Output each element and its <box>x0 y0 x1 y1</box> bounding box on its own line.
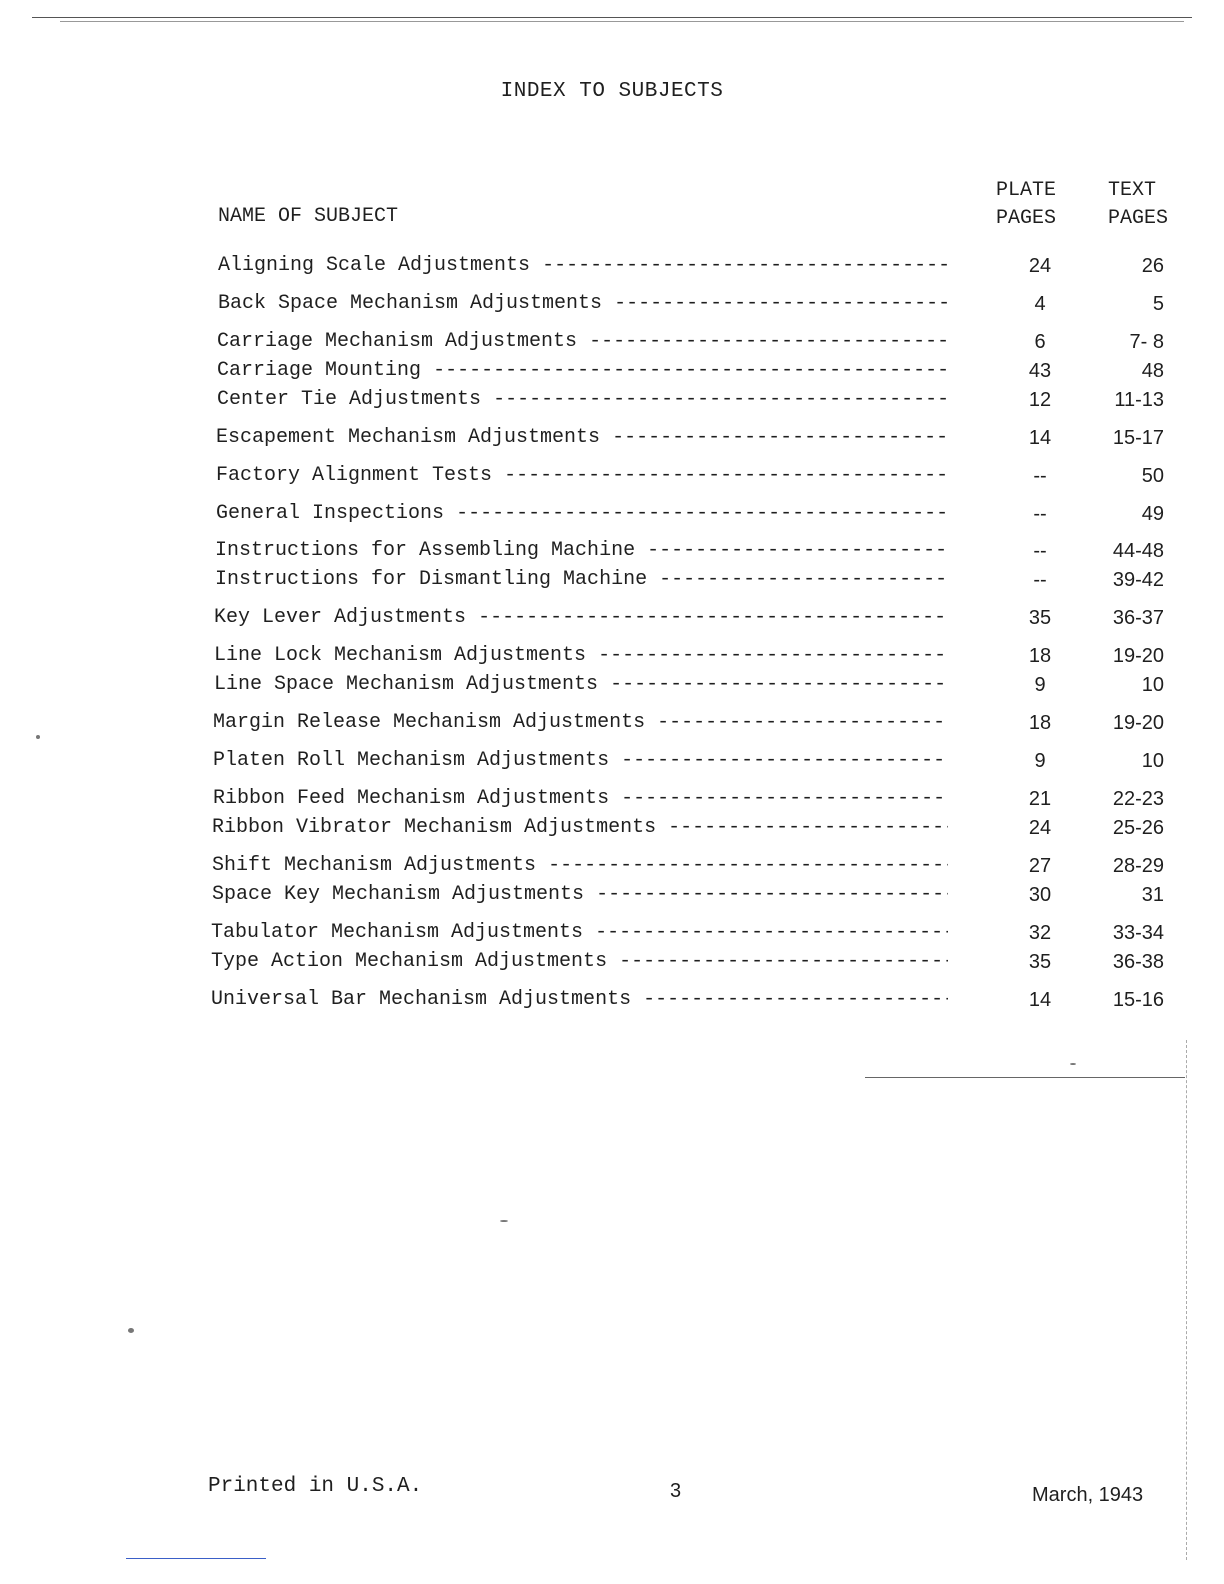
subject-name-text: Key Lever Adjustments <box>214 606 467 629</box>
subject-name-text: Center Tie Adjustments <box>217 388 482 411</box>
index-row <box>0 671 1224 699</box>
leader-dashes <box>492 464 948 487</box>
text-pages-value: 19-20 <box>1112 712 1164 734</box>
text-pages-value: 36-37 <box>1112 607 1164 629</box>
subject-name <box>213 709 948 737</box>
subject-name-text: Shift Mechanism Adjustments <box>212 854 537 877</box>
plate-pages-value: 24 <box>1028 255 1052 277</box>
index-row <box>0 604 1224 632</box>
subject-name <box>211 919 948 947</box>
text-pages-value: 39-42 <box>1112 569 1164 591</box>
subject-name-text: Instructions for Dismantling Machine <box>215 568 648 591</box>
footer-printed-in: Printed in U.S.A. <box>208 1475 423 1498</box>
plate-pages-value: 32 <box>1028 922 1052 944</box>
subject-name-text: Tabulator Mechanism Adjustments <box>211 921 584 944</box>
leader-dashes <box>598 673 948 696</box>
plate-pages-value: -- <box>1033 465 1047 487</box>
subject-name <box>211 986 948 1014</box>
leader-dashes <box>466 606 948 629</box>
index-row <box>0 747 1224 775</box>
plate-pages-value: 18 <box>1028 712 1052 734</box>
plate-pages-value: 24 <box>1028 817 1052 839</box>
top-border-line-secondary <box>60 21 1184 22</box>
plate-pages-value: 43 <box>1028 360 1052 382</box>
leader-dashes <box>609 749 948 772</box>
text-pages-value: 28-29 <box>1112 855 1164 877</box>
subject-name-text: Line Lock Mechanism Adjustments <box>214 644 587 667</box>
text-pages-value: 5 <box>1152 293 1164 315</box>
subject-name <box>213 747 948 775</box>
leader-dashes <box>647 568 948 591</box>
leader-dashes <box>530 254 948 277</box>
plate-pages-value: 4 <box>1034 293 1046 315</box>
plate-pages-value: 9 <box>1034 674 1046 696</box>
subject-name <box>213 785 948 813</box>
subject-name <box>212 881 948 909</box>
subject-name <box>218 290 948 318</box>
subject-name <box>212 852 948 880</box>
text-pages-value: 36-38 <box>1112 951 1164 973</box>
subject-name <box>217 328 948 356</box>
underline-mark <box>126 1558 266 1559</box>
index-row <box>0 500 1224 528</box>
paper-speck <box>500 1220 508 1222</box>
subject-name <box>217 357 948 385</box>
subject-name-text: Universal Bar Mechanism Adjustments <box>211 988 632 1011</box>
subject-name-text: General Inspections <box>216 502 445 525</box>
index-row <box>0 642 1224 670</box>
index-row <box>0 919 1224 947</box>
index-row <box>0 881 1224 909</box>
plate-pages-value: 21 <box>1028 788 1052 810</box>
index-row <box>0 290 1224 318</box>
leader-dashes <box>577 330 948 353</box>
plate-pages-value: 14 <box>1028 427 1052 449</box>
leader-dashes <box>645 711 948 734</box>
subject-name-text: Carriage Mechanism Adjustments <box>217 330 578 353</box>
index-row <box>0 386 1224 414</box>
subject-name-text: Aligning Scale Adjustments <box>218 254 531 277</box>
text-pages-value: 33-34 <box>1112 922 1164 944</box>
footer-date: March, 1943 <box>1032 1484 1144 1506</box>
plate-pages-value: 30 <box>1028 884 1052 906</box>
index-row <box>0 252 1224 280</box>
leader-dashes <box>656 816 948 839</box>
text-pages-value: 15-16 <box>1112 989 1164 1011</box>
paper-speck <box>1070 1063 1076 1065</box>
index-row <box>0 357 1224 385</box>
text-pages-value: 48 <box>1141 360 1164 382</box>
subject-name-text: Ribbon Vibrator Mechanism Adjustments <box>212 816 657 839</box>
subject-name-text: Line Space Mechanism Adjustments <box>214 673 599 696</box>
index-row <box>0 537 1224 565</box>
index-row <box>0 462 1224 490</box>
subject-name-text: Factory Alignment Tests <box>216 464 493 487</box>
index-row <box>0 424 1224 452</box>
subject-name <box>212 814 948 842</box>
subject-name-text: Ribbon Feed Mechanism Adjustments <box>213 787 610 810</box>
subject-name <box>216 424 948 452</box>
leader-dashes <box>421 359 948 382</box>
index-row <box>0 948 1224 976</box>
subject-name <box>214 604 948 632</box>
subject-name <box>214 671 948 699</box>
plate-pages-value: -- <box>1033 540 1047 562</box>
text-pages-value: 7- 8 <box>1129 331 1164 353</box>
column-header-plate-pages: PLATE PAGES <box>996 179 1057 230</box>
subject-name <box>218 252 948 280</box>
text-pages-value: 11-13 <box>1114 389 1164 411</box>
subject-name-text: Platen Roll Mechanism Adjustments <box>213 749 610 772</box>
text-pages-value: 25-26 <box>1112 817 1164 839</box>
leader-dashes <box>444 502 948 525</box>
column-header-name: NAME OF SUBJECT <box>218 205 399 228</box>
subject-name <box>215 537 948 565</box>
text-pages-value: 26 <box>1141 255 1164 277</box>
plate-pages-value: 14 <box>1028 989 1052 1011</box>
paper-speck <box>128 1328 134 1333</box>
margin-line <box>1186 1040 1187 1560</box>
leader-dashes <box>583 921 948 944</box>
text-pages-value: 31 <box>1141 884 1164 906</box>
subject-name-text: Margin Release Mechanism Adjustments <box>213 711 646 734</box>
subject-name <box>216 500 948 528</box>
leader-dashes <box>607 950 948 973</box>
index-row <box>0 328 1224 356</box>
plate-pages-value: 35 <box>1028 951 1052 973</box>
leader-dashes <box>586 644 948 667</box>
plate-pages-value: 27 <box>1028 855 1052 877</box>
top-border-line <box>32 17 1192 18</box>
text-pages-value: 44-48 <box>1112 540 1164 562</box>
page-title: INDEX TO SUBJECTS <box>500 80 724 103</box>
leader-dashes <box>635 539 948 562</box>
leader-dashes <box>536 854 948 877</box>
plate-pages-value: 35 <box>1028 607 1052 629</box>
footer-page-number: 3 <box>670 1480 682 1502</box>
index-row <box>0 852 1224 880</box>
plate-pages-value: 6 <box>1034 331 1046 353</box>
text-pages-value: 10 <box>1141 674 1164 696</box>
text-pages-value: 10 <box>1141 750 1164 772</box>
divider-line <box>865 1077 1185 1078</box>
leader-dashes <box>584 883 948 906</box>
subject-name-text: Carriage Mounting <box>217 359 422 382</box>
text-pages-value: 49 <box>1141 503 1164 525</box>
subject-name-text: Type Action Mechanism Adjustments <box>211 950 608 973</box>
subject-name <box>211 948 948 976</box>
text-pages-value: 50 <box>1141 465 1164 487</box>
plate-pages-value: -- <box>1033 503 1047 525</box>
text-pages-value: 22-23 <box>1112 788 1164 810</box>
text-pages-value: 19-20 <box>1112 645 1164 667</box>
index-row <box>0 785 1224 813</box>
leader-dashes <box>600 426 948 449</box>
subject-name <box>216 462 948 490</box>
index-row <box>0 709 1224 737</box>
leader-dashes <box>631 988 948 1011</box>
leader-dashes <box>609 787 948 810</box>
subject-name-text: Instructions for Assembling Machine <box>215 539 636 562</box>
subject-name-text: Space Key Mechanism Adjustments <box>212 883 585 906</box>
subject-name <box>214 642 948 670</box>
paper-speck <box>36 735 40 739</box>
plate-pages-value: 18 <box>1028 645 1052 667</box>
plate-pages-value: 9 <box>1034 750 1046 772</box>
index-row <box>0 566 1224 594</box>
subject-name-text: Back Space Mechanism Adjustments <box>218 292 603 315</box>
plate-pages-value: -- <box>1033 569 1047 591</box>
plate-pages-value: 12 <box>1028 389 1052 411</box>
index-row <box>0 814 1224 842</box>
subject-name <box>215 566 948 594</box>
leader-dashes <box>481 388 948 411</box>
subject-name <box>217 386 948 414</box>
text-pages-value: 15-17 <box>1112 427 1164 449</box>
leader-dashes <box>602 292 948 315</box>
column-header-text-pages: TEXT PAGES <box>1108 179 1169 230</box>
index-row <box>0 986 1224 1014</box>
subject-name-text: Escapement Mechanism Adjustments <box>216 426 601 449</box>
